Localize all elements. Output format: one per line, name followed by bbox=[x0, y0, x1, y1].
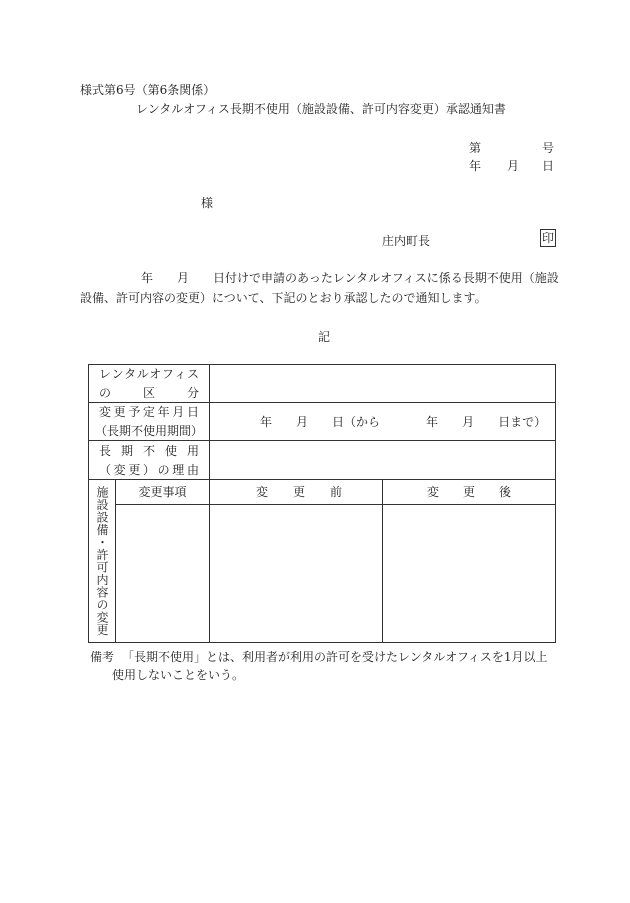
period-year-2: 年 bbox=[426, 414, 439, 429]
period-day-1: 日（から bbox=[332, 414, 381, 429]
char: ン bbox=[111, 367, 124, 381]
char: オ bbox=[149, 367, 162, 381]
table-row bbox=[89, 505, 556, 643]
char: 更 bbox=[292, 485, 305, 499]
char: 変 bbox=[256, 485, 269, 499]
form-number: 様式第6号（第6条関係） bbox=[80, 83, 216, 97]
addressee-suffix: 様 bbox=[201, 196, 214, 210]
char: ィ bbox=[174, 367, 187, 381]
char: （ bbox=[99, 462, 112, 477]
char: 定 bbox=[142, 405, 155, 419]
body-month: 月 bbox=[177, 271, 190, 285]
col-after-header bbox=[383, 480, 556, 505]
before-cell bbox=[210, 505, 383, 643]
char: 変 bbox=[99, 405, 112, 419]
row3-value-cell bbox=[210, 441, 556, 480]
char: 更 bbox=[462, 485, 475, 499]
char: 予 bbox=[128, 405, 141, 419]
char: ） bbox=[142, 462, 155, 477]
note-line1: 「長期不使用」とは、利用者が利用の許可を受けたレンタルオフィスを1月以上 bbox=[122, 650, 548, 664]
table-row bbox=[89, 403, 556, 441]
table-row bbox=[89, 365, 556, 403]
col-item-header: 変更事項 bbox=[116, 480, 210, 505]
row2-label-a bbox=[89, 406, 209, 418]
body-line1: 日付けで申請のあったレンタルオフィスに係る長期不使用（施設 bbox=[213, 271, 559, 285]
after-cell bbox=[383, 505, 556, 643]
char: の bbox=[99, 386, 112, 400]
period-month-1: 月 bbox=[296, 414, 309, 429]
char: 更 bbox=[128, 462, 141, 477]
row3-label-cell bbox=[89, 441, 210, 480]
row1-value-cell bbox=[210, 365, 556, 403]
side-label: 施設設備・許可内容の変更 bbox=[95, 486, 109, 636]
char: 前 bbox=[329, 485, 342, 499]
char: 月 bbox=[172, 405, 185, 419]
char: 不 bbox=[142, 443, 155, 458]
char: ル bbox=[136, 367, 149, 381]
char: 日 bbox=[186, 405, 199, 419]
application-table bbox=[88, 364, 556, 643]
char: レ bbox=[99, 367, 112, 381]
char: 区 bbox=[142, 386, 155, 400]
char: 後 bbox=[498, 485, 511, 499]
char: 使 bbox=[164, 443, 177, 458]
table-row bbox=[89, 441, 556, 480]
char: 分 bbox=[186, 386, 199, 400]
char: 変 bbox=[113, 462, 126, 477]
char: 更 bbox=[113, 405, 126, 419]
char: 変 bbox=[427, 485, 440, 499]
body-year: 年 bbox=[141, 271, 154, 285]
date-year: 年 bbox=[469, 159, 482, 173]
doc-number-go: 号 bbox=[542, 141, 555, 155]
issuer-seal: 印 bbox=[542, 231, 555, 245]
char: ス bbox=[186, 367, 199, 381]
period-value bbox=[210, 416, 555, 428]
row2-value-cell bbox=[210, 403, 556, 441]
side-label-cell bbox=[89, 480, 116, 643]
note-line2: 使用しないことをいう。 bbox=[112, 668, 245, 682]
issuer-seal-wrap bbox=[540, 232, 556, 244]
date-month: 月 bbox=[507, 159, 520, 173]
change-item-cell bbox=[116, 505, 210, 643]
char: 期 bbox=[120, 443, 133, 458]
row2-label-cell bbox=[89, 403, 210, 441]
col-before-header bbox=[210, 480, 383, 505]
char: 長 bbox=[99, 443, 112, 458]
period-month-2: 月 bbox=[462, 414, 475, 429]
char: 由 bbox=[186, 462, 199, 477]
char: 年 bbox=[157, 405, 170, 419]
char: フ bbox=[161, 367, 174, 381]
char: 理 bbox=[172, 462, 185, 477]
char: の bbox=[157, 462, 170, 477]
row1-label-a bbox=[89, 368, 209, 380]
row1-label-cell bbox=[89, 365, 210, 403]
row3-label-a bbox=[89, 445, 209, 457]
char: 用 bbox=[186, 443, 199, 458]
table-row bbox=[89, 480, 556, 505]
row3-label-b bbox=[89, 464, 209, 476]
doc-number-dai: 第 bbox=[469, 141, 482, 155]
document-title: レンタルオフィス長期不使用（施設設備、許可内容変更）承認通知書 bbox=[136, 102, 506, 116]
row2-label-b: （長期不使用期間） bbox=[95, 424, 204, 438]
period-year-1: 年 bbox=[260, 414, 273, 429]
issuer-name: 庄内町長 bbox=[382, 234, 431, 248]
date-day: 日 bbox=[542, 159, 555, 173]
body-line2: 設備、許可内容の変更）について、下記のとおり承認したので通知します。 bbox=[80, 291, 487, 305]
char: タ bbox=[124, 367, 137, 381]
row1-label-b bbox=[89, 387, 209, 399]
ki-heading: 記 bbox=[318, 330, 331, 344]
note-label: 備考 bbox=[90, 650, 115, 664]
period-day-2: 日まで） bbox=[498, 414, 547, 429]
